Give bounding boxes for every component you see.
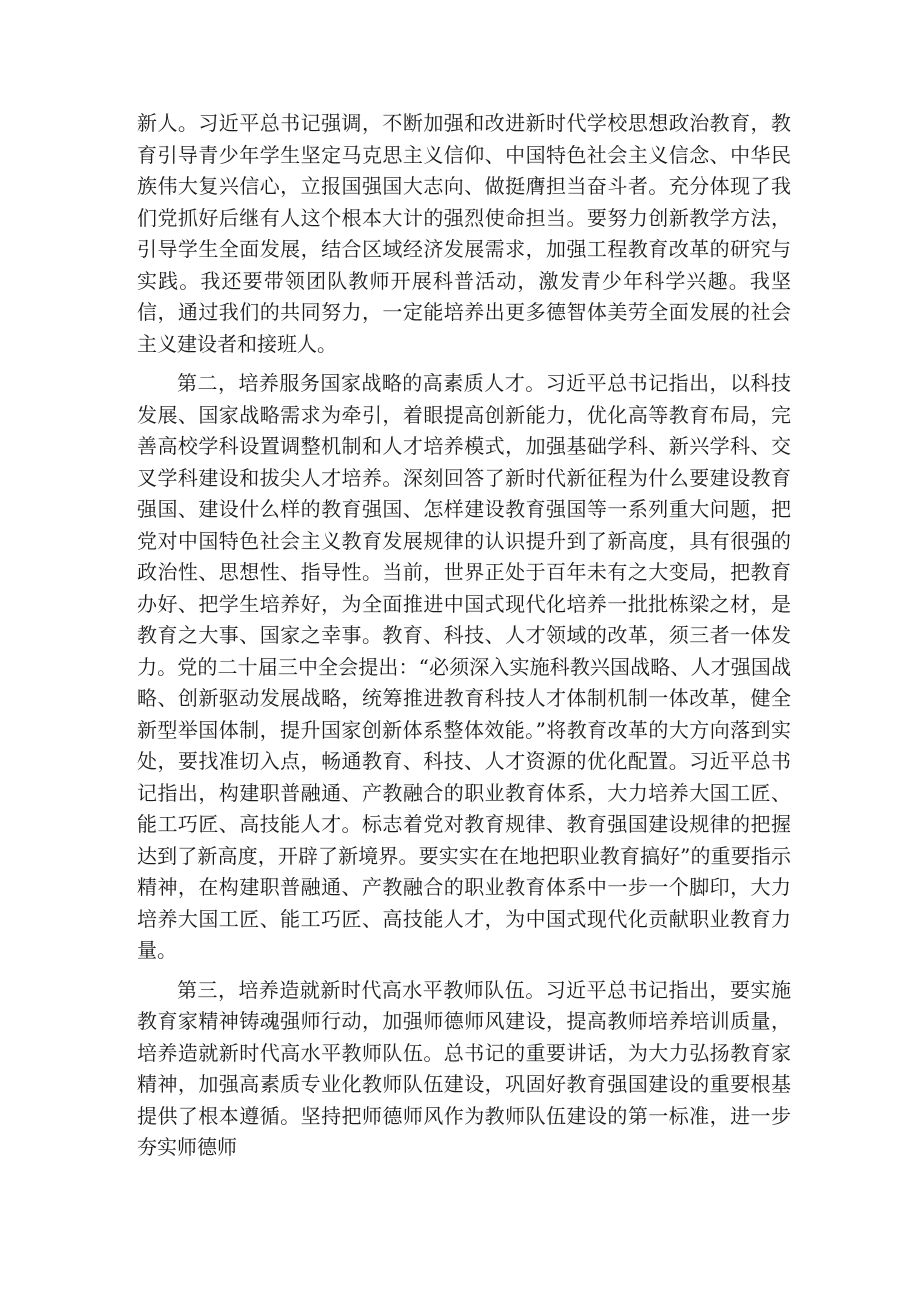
paragraph-continuation: 新人。习近平总书记强调，不断加强和改进新时代学校思想政治教育，教育引导青少年学生坚定马克思主义信仰、中国特色社会主义信念、中华民族伟大复兴信心，立报国强国大志向、做挺膺担当奋斗者。充分体现了我们党抓好后继有人这个根本大计的强烈使命担当。要努力创新教学方法，引导学生全面发展，结合区域经济发展需求，加强工程教育改革的研究与实践。我还要带领团队教师开展科普活动，激发青少年科学兴趣。我坚信，通过我们的共同努力，一定能培养出更多德智体美劳全面发展的社会主义建设者和接班人。 (137, 111, 791, 356)
paragraph-third-point: 第三，培养造就新时代高水平教师队伍。习近平总书记指出，要实施教育家精神铸魂强师行动，加强师德师风建设，提高教师培养培训质量，培养造就新时代高水平教师队伍。总书记的重要讲话，为大力弘扬教育家精神，加强高素质专业化教师队伍建设，巩固好教育强国建设的重要根基提供了根本遵循。坚持把师德师风作为教师队伍建设的第一标准，进一步夯实师德师 (137, 977, 791, 1159)
paragraph-gap (137, 360, 791, 368)
paragraph-gap (137, 967, 791, 975)
paragraph-second-point: 第二，培养服务国家战略的高素质人才。习近平总书记指出，以科技发展、国家战略需求为牵引，着眼提高创新能力，优化高等教育布局，完善高校学科设置调整机制和人才培养模式，加强基础学科、新兴学科、交叉学科建设和拔尖人才培养。深刻回答了新时代新征程为什么要建设教育强国、建设什么样的教育强国、怎样建设教育强国等一系列重大问题，把党对中国特色社会主义教育发展规律的认识提升到了新高度，具有很强的政治性、思想性、指导性。当前，世界正处于百年未有之大变局，把教育办好、把学生培养好，为全面推进中国式现代化培养一批批栋梁之材，是教育之大事、国家之幸事。教育、科技、人才领域的改革，须三者一体发力。党的二十届三中全会提出：“必须深入实施科教兴国战略、人才强国战略、创新驱动发展战略，统筹推进教育科技人才体制机制一体改革，健全新型举国体制，提升国家创新体系整体效能。”将教育改革的大方向落到实处，要找准切入点，畅通教育、科技、人才资源的优化配置。习近平总书记指出，构建职普融通、产教融合的职业教育体系，大力培养大国工匠、能工巧匠、高技能人才。标志着党对教育规律、教育强国建设规律的把握达到了新高度，开辟了新境界。要实实在在地把职业教育搞好”的重要指示精神，在构建职普融通、产教融合的职业教育体系中一步一个脚印，大力培养大国工匠、能工巧匠、高技能人才，为中国式现代化贡献职业教育力量。 (137, 371, 791, 962)
document-page (137, 108, 791, 1164)
